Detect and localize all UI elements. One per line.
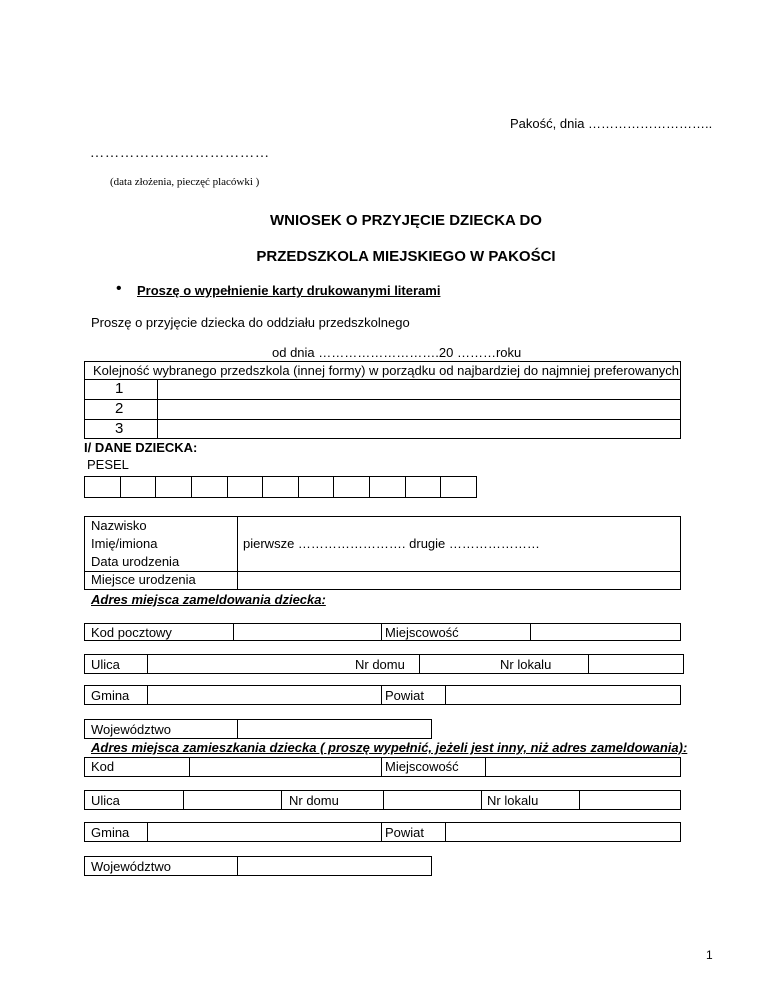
birth-date-label: Data urodzenia [91, 554, 180, 569]
preference-table [84, 361, 681, 439]
reg-street-label: Ulica [91, 657, 120, 672]
res-row-street [84, 790, 681, 810]
reg-province-label: Województwo [91, 722, 171, 737]
res-house-no-label: Nr domu [289, 793, 339, 808]
reg-house-no-label: Nr domu [355, 657, 405, 672]
from-date-line: od dnia ……………………….20 ………roku [272, 345, 522, 360]
reg-row-postal-city [84, 623, 681, 641]
res-province-label: Województwo [91, 859, 171, 874]
stamp-dots: ……………………………… [90, 146, 270, 161]
place-date-line: Pakość, dnia ……………………….. [510, 116, 713, 131]
names-label: Imię/imiona [91, 536, 158, 551]
page-number: 1 [706, 948, 713, 962]
preference-row-1-field[interactable] [159, 381, 678, 397]
reg-postal-code-label: Kod pocztowy [91, 625, 172, 640]
birth-place-label: Miejsce urodzenia [91, 572, 196, 587]
print-letters-note: Proszę o wypełnienie karty drukowanymi literami [137, 283, 441, 298]
preference-row-3-field[interactable] [159, 421, 678, 437]
section-child-data-title: I/ DANE DZIECKA: [84, 440, 198, 455]
res-flat-no-label: Nr lokalu [487, 793, 539, 808]
reg-row-commune [84, 685, 681, 705]
preference-row-2-field[interactable] [159, 401, 678, 417]
pesel-label: PESEL [87, 457, 129, 472]
res-code-label: Kod [91, 759, 115, 774]
title-line-1: WNIOSEK O PRZYJĘCIE DZIECKA DO [270, 212, 542, 229]
reg-commune-label: Gmina [91, 688, 130, 703]
preference-header: Kolejność wybranego przedszkola (innej formy) w porządku od najbardziej do najmniej preferowanych [93, 363, 680, 378]
res-county-label: Powiat [385, 825, 425, 840]
child-data-table [84, 516, 681, 590]
residence-address-title: Adres miejsca zamieszkania dziecka ( proszę wypełnić, jeżeli jest inny, niż adres zameldowania): [91, 740, 688, 755]
reg-city-label: Miejscowość [385, 625, 459, 640]
reg-row-street [84, 654, 684, 674]
registered-address-title: Adres miejsca zameldowania dziecka: [91, 592, 326, 607]
preference-row-2-number: 2 [115, 400, 124, 417]
res-commune-label: Gmina [91, 825, 130, 840]
res-row-commune [84, 822, 681, 842]
preference-row-3-number: 3 [115, 420, 124, 437]
res-city-label: Miejscowość [385, 759, 459, 774]
res-street-label: Ulica [91, 793, 120, 808]
preference-row-1-number: 1 [115, 380, 124, 397]
reg-flat-no-label: Nr lokalu [500, 657, 552, 672]
pesel-input-grid[interactable] [84, 476, 477, 498]
res-row-province [84, 856, 432, 876]
reg-row-province [84, 719, 432, 739]
bullet-icon: • [116, 280, 122, 297]
stamp-caption: (data złożenia, pieczęć placówki ) [110, 176, 260, 188]
res-row-code-city [84, 757, 681, 777]
title-line-2: PRZEDSZKOLA MIEJSKIEGO W PAKOŚCI [256, 248, 556, 265]
reg-county-label: Powiat [385, 688, 425, 703]
names-value[interactable]: pierwsze ……………………. drugie ………………… [243, 536, 540, 551]
request-text: Proszę o przyjęcie dziecka do oddziału przedszkolnego [91, 315, 410, 330]
surname-label: Nazwisko [91, 518, 147, 533]
